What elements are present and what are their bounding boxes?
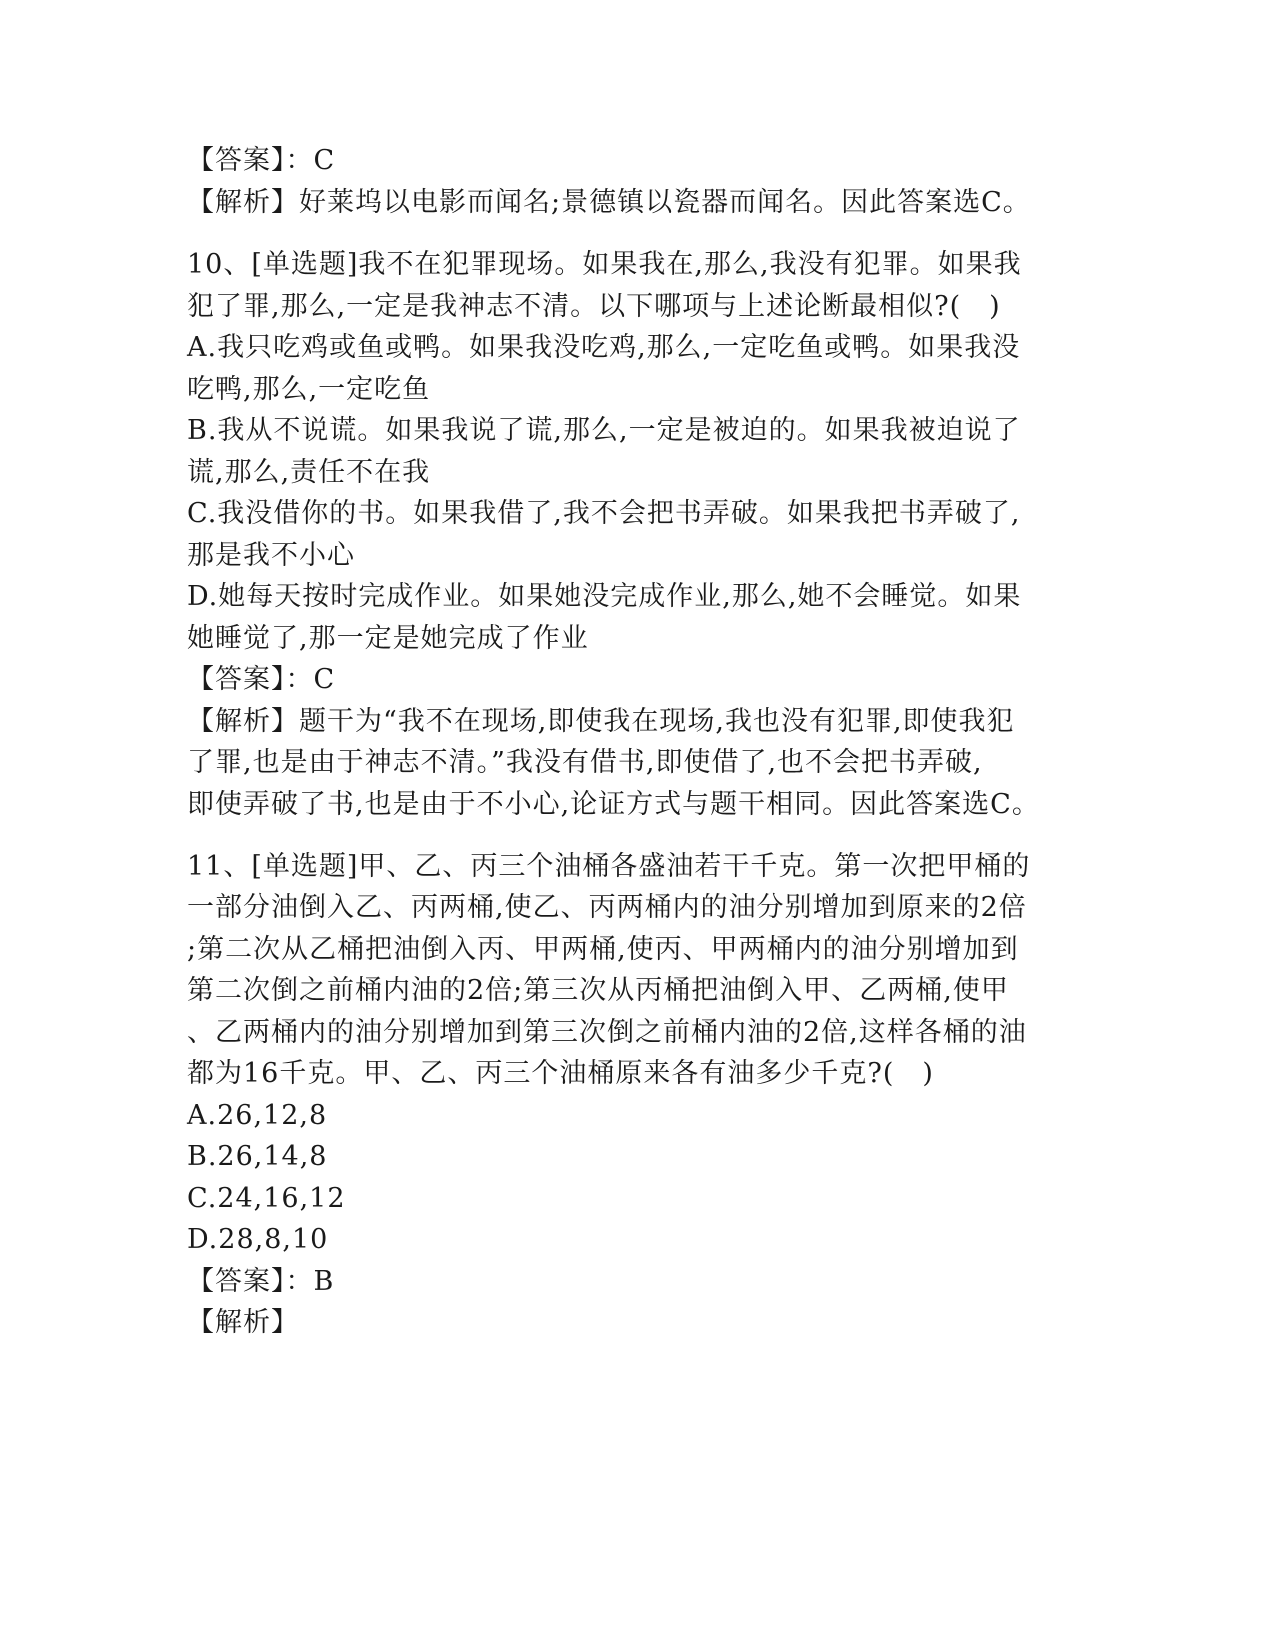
q11-stem-line-3: ;第二次从乙桶把油倒入丙、甲两桶,使丙、甲两桶内的油分别增加到: [187, 934, 1019, 965]
prev-answer: 【答案】：C: [187, 145, 336, 176]
q11-option-b: B.26,14,8: [187, 1141, 328, 1172]
q10-option-a-line-1: A.我只吃鸡或鱼或鸭。如果我没吃鸡,那么,一定吃鱼或鸭。如果我没: [187, 332, 1021, 363]
q11-option-a: A.26,12,8: [187, 1100, 328, 1131]
q10-option-b-line-1: B.我从不说谎。如果我说了谎,那么,一定是被迫的。如果我被迫说了: [187, 415, 1021, 446]
q11-stem-line-2: 一部分油倒入乙、丙两桶,使乙、丙两桶内的油分别增加到原来的2倍: [187, 892, 1027, 923]
q11-answer: 【答案】：B: [187, 1266, 335, 1297]
q10-stem-line-2: 犯了罪,那么,一定是我神志不清。以下哪项与上述论断最相似?( ): [187, 291, 1001, 322]
q10-analysis-line-3: 即使弄破了书,也是由于不小心,论证方式与题干相同。因此答案选C。: [187, 789, 1040, 820]
q10-option-b-line-2: 谎,那么,责任不在我: [187, 457, 431, 488]
prev-analysis: 【解析】好莱坞以电影而闻名;景德镇以瓷器而闻名。因此答案选C。: [187, 187, 1031, 218]
q10-analysis-line-2: 了罪,也是由于神志不清。”我没有借书,即使借了,也不会把书弄破,: [187, 747, 983, 778]
q11-option-c: C.24,16,12: [187, 1183, 346, 1214]
q11-option-d: D.28,8,10: [187, 1224, 329, 1255]
q10-option-c-line-2: 那是我不小心: [187, 540, 355, 571]
q11-stem-line-1: 11、[单选题]甲、乙、丙三个油桶各盛油若干千克。第一次把甲桶的: [187, 851, 1031, 882]
q11-stem-line-6: 都为16千克。甲、乙、丙三个油桶原来各有油多少千克?( ): [187, 1058, 934, 1089]
q10-option-c-line-1: C.我没借你的书。如果我借了,我不会把书弄破。如果我把书弄破了,: [187, 498, 1021, 529]
q10-option-a-line-2: 吃鸭,那么,一定吃鱼: [187, 374, 431, 405]
q10-option-d-line-1: D.她每天按时完成作业。如果她没完成作业,那么,她不会睡觉。如果: [187, 581, 1022, 612]
q11-analysis: 【解析】: [187, 1307, 299, 1338]
q10-option-d-line-2: 她睡觉了,那一定是她完成了作业: [187, 623, 589, 654]
q10-stem-line-1: 10、[单选题]我不在犯罪现场。如果我在,那么,我没有犯罪。如果我: [187, 249, 1022, 280]
q11-stem-line-4: 第二次倒之前桶内油的2倍;第三次从丙桶把油倒入甲、乙两桶,使甲: [187, 975, 1009, 1006]
q10-answer: 【答案】：C: [187, 664, 336, 695]
q11-stem-line-5: 、乙两桶内的油分别增加到第三次倒之前桶内油的2倍,这样各桶的油: [187, 1017, 1027, 1048]
q10-analysis-line-1: 【解析】题干为“我不在现场,即使我在现场,我也没有犯罪,即使我犯: [187, 706, 1015, 737]
